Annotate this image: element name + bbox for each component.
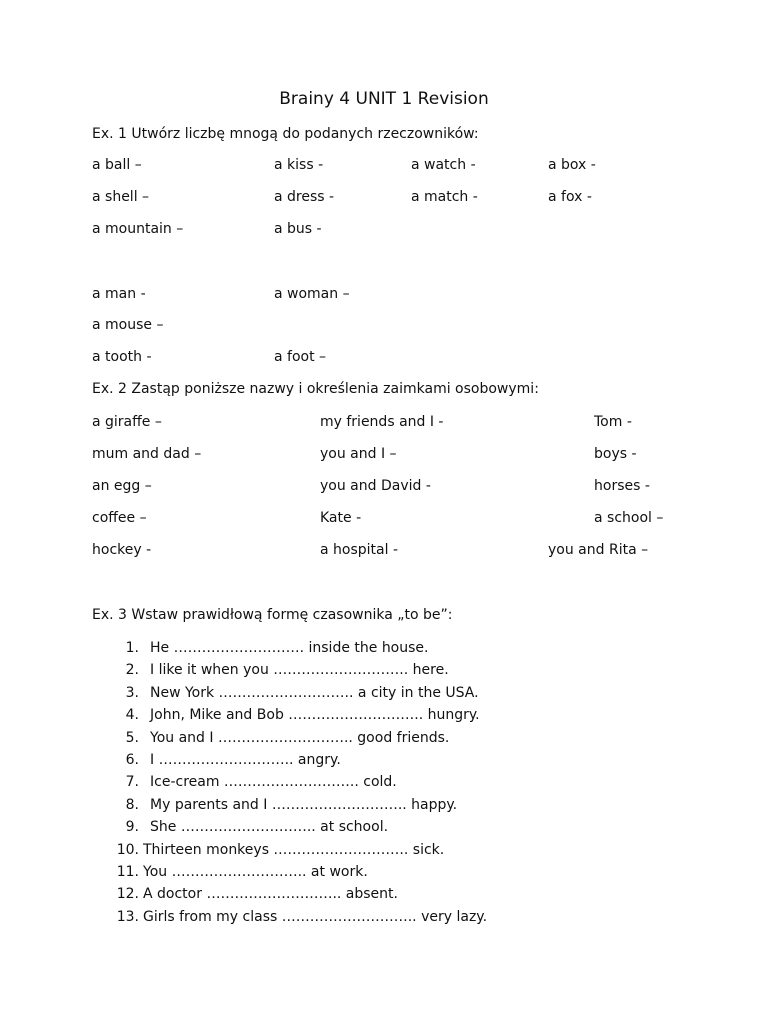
ex2-word: a giraffe – [92, 414, 162, 430]
ex3-sentence-list [112, 637, 487, 928]
ex2-word: mum and dad – [92, 446, 202, 462]
ex1-word: a fox - [548, 189, 592, 205]
ex2-word: hockey - [92, 542, 152, 558]
list-item: 3. New York ……………………….. a city in the USA. [125, 684, 479, 701]
ex1-word: a kiss - [274, 157, 324, 173]
list-item: 10. Thirteen monkeys ……………………….. sick. [116, 841, 445, 858]
ex2-word: an egg – [92, 478, 152, 494]
list-item: 7. Ice-cream ……………………….. cold. [125, 774, 397, 791]
ex3-heading: Ex. 3 Wstaw prawidłową formę czasownika „to be”: [92, 607, 453, 623]
ex1-heading: Ex. 1 Utwórz liczbę mnogą do podanych rzeczowników: [92, 126, 479, 142]
ex2-word: you and Rita – [548, 542, 649, 558]
ex1-word: a mouse – [92, 317, 164, 333]
ex1-word: a tooth - [92, 349, 152, 365]
ex2-heading: Ex. 2 Zastąp poniższe nazwy i określenia zaimkami osobowymi: [92, 381, 539, 397]
ex1-word: a woman – [274, 286, 350, 302]
ex2-word: you and David - [320, 478, 431, 494]
ex1-word: a bus - [274, 221, 322, 237]
list-item: 4. John, Mike and Bob ……………………….. hungry. [125, 707, 480, 724]
ex1-word: a mountain – [92, 221, 184, 237]
list-item: 9. She ……………………….. at school. [125, 819, 389, 836]
list-item: 13. Girls from my class ……………………….. very lazy. [116, 908, 488, 925]
ex1-word: a match - [411, 189, 478, 205]
list-item: 12. A doctor ……………………….. absent. [116, 886, 398, 903]
list-item: 1. He ………………………. inside the house. [125, 640, 429, 656]
list-item: 11. You ……………………….. at work. [116, 863, 368, 880]
ex2-word: horses - [594, 478, 650, 494]
ex2-word: Kate - [320, 510, 362, 526]
ex2-word: coffee – [92, 510, 147, 526]
list-item: 8. My parents and I ……………………….. happy. [125, 796, 458, 813]
ex1-word: a box - [548, 157, 596, 173]
ex1-word: a foot – [274, 349, 327, 365]
list-item: 6. I ……………………….. angry. [125, 751, 341, 768]
ex1-word: a dress - [274, 189, 335, 205]
ex2-word: my friends and I - [320, 414, 444, 430]
ex2-word: Tom - [594, 414, 632, 430]
ex2-word: you and I – [320, 446, 397, 462]
ex1-word: a ball – [92, 157, 142, 173]
page-title: Brainy 4 UNIT 1 Revision [279, 89, 489, 109]
ex2-word: boys - [594, 446, 637, 462]
ex2-word: a school – [594, 510, 664, 526]
list-item: 2. I like it when you ……………………….. here. [125, 662, 449, 679]
list-item: 5. You and I ……………………….. good friends. [125, 729, 450, 746]
ex1-word: a shell – [92, 189, 150, 205]
ex2-word: a hospital - [320, 542, 398, 558]
ex1-word: a man - [92, 286, 146, 302]
ex1-word: a watch - [411, 157, 476, 173]
